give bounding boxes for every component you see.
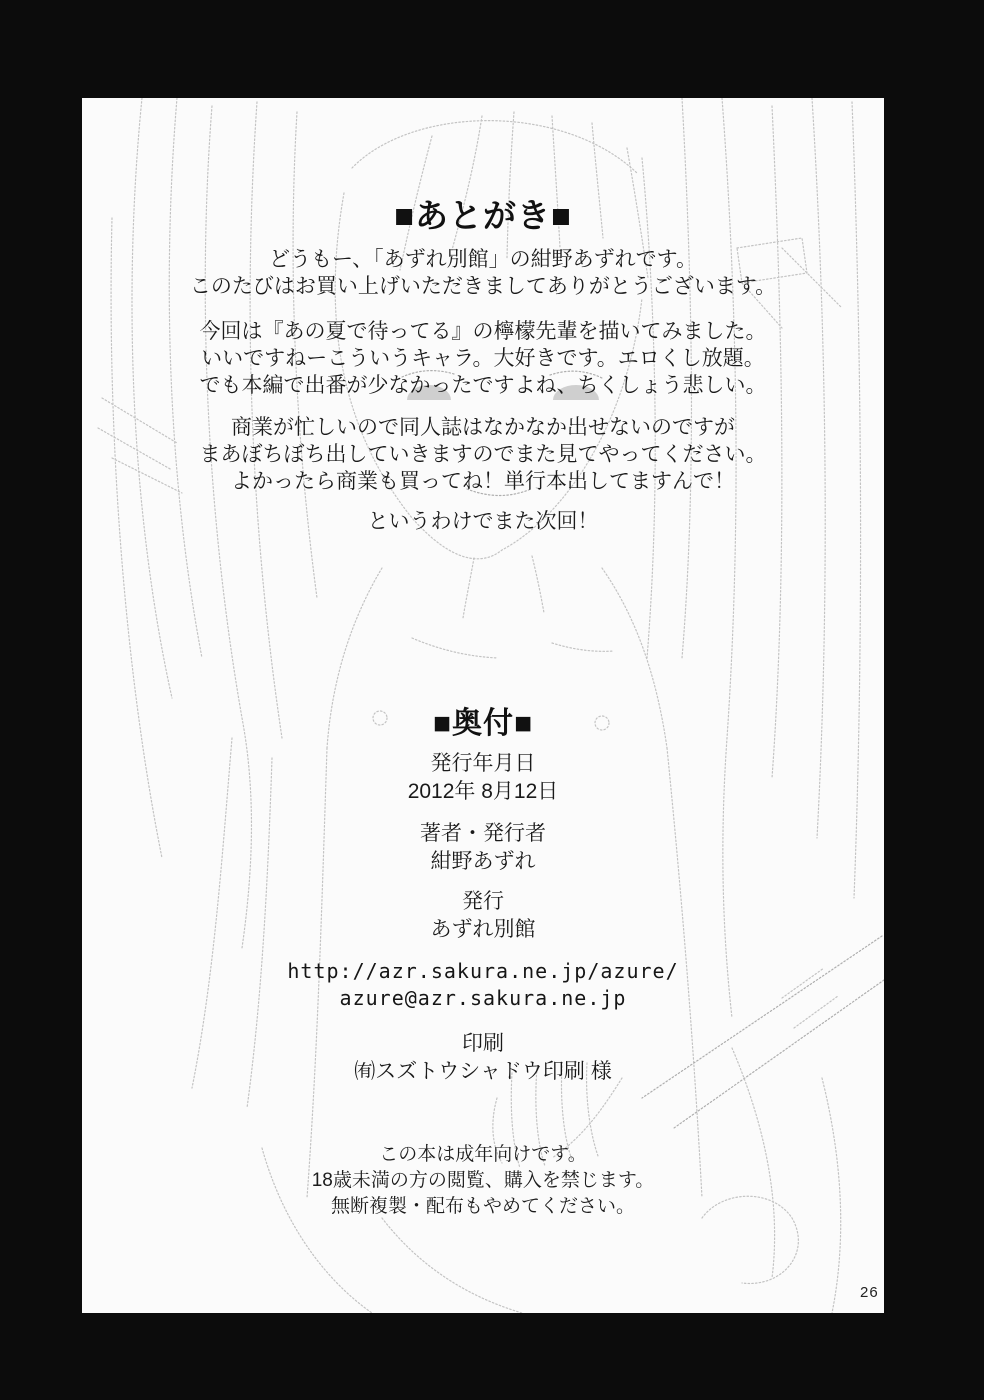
email-address: azure@azr.sakura.ne.jp [339,986,627,1010]
colophon-label: 発行年月日 [430,752,536,775]
colophon-entry-publisher [82,888,884,944]
colophon-entry-printing [82,1030,884,1086]
colophon-value: 紺野あずれ [430,850,536,873]
colophon-contact [82,958,884,1012]
afterword-line: 今回は『あの夏で待ってる』の檸檬先輩を描いてみました。 [199,320,767,343]
colophon-label: 発行 [462,890,504,913]
colophon-value: あずれ別館 [430,918,536,941]
colophon-label: 著者・発行者 [420,822,546,845]
colophon-entry-date [82,750,884,806]
afterword-line: まあぼちぼち出していきますのでまた見てやってください。 [199,443,767,466]
text-layer [82,98,884,1313]
afterword-paragraph-3 [82,414,884,495]
afterword-paragraph-2 [82,318,884,399]
afterword-title: ■あとがき■ [394,197,572,234]
afterword-line: いいですねーこういうキャラ。大好きです。エロくし放題。 [201,347,765,370]
afterword-line: どうもー、「あずれ別館」の紺野あずれです。 [269,248,697,271]
notice-line: 無断複製・配布もやめてください。 [330,1196,635,1217]
notice-line: 18歳未満の方の閲覧、購入を禁じます。 [311,1170,655,1191]
colophon-value: ㈲スズトウシャドウ印刷 様 [354,1060,612,1083]
notice-line: この本は成年向けです。 [379,1144,587,1165]
colophon-title: ■奥付■ [432,707,534,740]
paper-page [82,98,884,1313]
page-number: 26 [860,1284,879,1301]
adult-notice [82,1142,884,1220]
colophon-label: 印刷 [462,1032,504,1055]
afterword-line: 商業が忙しいので同人誌はなかなか出せないのですが [231,416,735,439]
afterword-line: このたびはお買い上げいただきましてありがとうございます。 [189,275,777,298]
afterword-paragraph-1 [82,246,884,300]
colophon-entry-author [82,820,884,876]
website-url: http://azr.sakura.ne.jp/azure/ [287,959,679,983]
afterword-line: よかったら商業も買ってね！単行本出してますんで！ [231,470,735,493]
colophon-value: 2012年 8月12日 [407,780,559,803]
afterword-line: でも本編で出番が少なかったですよね、ちくしょう悲しい。 [199,374,767,397]
afterword-closing-line: というわけでまた次回！ [367,510,599,533]
